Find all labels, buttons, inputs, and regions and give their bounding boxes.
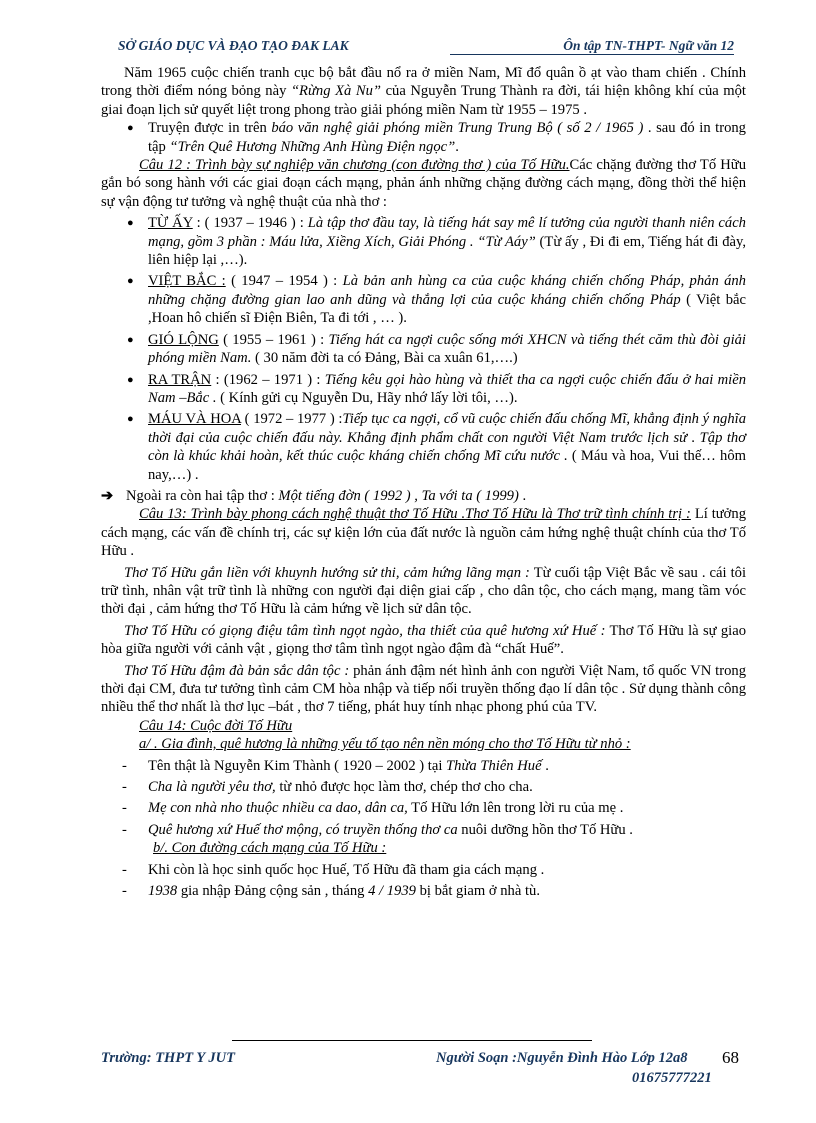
- intro-paragraph: Năm 1965 cuộc chiến tranh cục bộ bắt đầu nổ ra ở miền Nam, Mĩ đổ quân ồ ạt vào tham chiến . Chính trong thời điểm nóng bỏng này “Rừng Xà Nu” của Nguyễn Trung Thành ra đời, tái hiện không khí của một giai đoạn lịch sử quyết liệt trong phong trào giải phóng miền Nam từ 1955 – 1975 .: [101, 65, 746, 118]
- poem-collection-item: ● TỪ ẤY : ( 1937 – 1946 ) : Là tập thơ đầu tay, là tiếng hát say mê lí tưởng của người thanh niên cách mạng, gồm 3 phần : Máu lửa, Xiềng Xích, Giải Phóng . “Từ Aáy” (Từ ấy , Đi đi em, Tiếng hát đi đày, liên hiệp lại ,…).: [127, 215, 746, 269]
- header-underline: [450, 54, 734, 55]
- style-national-identity: Thơ Tố Hữu đậm đà bản sắc dân tộc : phản ánh đậm nét hình ảnh con người Việt Nam, tổ quốc VN trong thời đại CM, đưa tư tưởng tình cảm CM hòa nhập và tiếp nối truyền thống đạo lí dân tộc . Sử dụng thành công nhiều thể thơ nhất là thơ lục –bát , thơ 7 tiếng, phát huy tính nhạc phong phú của TV.: [101, 662, 746, 716]
- list-item: - Cha là người yêu thơ, từ nhỏ được học làm thơ, chép thơ cho cha.: [122, 779, 533, 796]
- section-a-title: a/ . Gia đình, quê hương là những yếu tố tạo nên nền móng cho thơ Tố Hữu từ nhỏ :: [139, 736, 631, 753]
- poem-collection-item: ● RA TRẬN : (1962 – 1971 ) : Tiếng kêu gọi hào hùng và thiết tha ca ngợi cuộc chiến đấu ở hai miền Nam –Bắc . ( Kính gửi cụ Nguyễn Du, Hãy nhớ lấy lời tôi, …).: [127, 371, 746, 406]
- footer-school: Trường: THPT Y JUT: [101, 1050, 235, 1066]
- list-item: - Khi còn là học sinh quốc học Huế, Tố Hữu đã tham gia cách mạng .: [122, 861, 545, 878]
- list-item: - 1938 gia nhập Đảng cộng sản , tháng 4 / 1939 bị bắt giam ở nhà tù.: [122, 883, 540, 900]
- dash-icon: -: [122, 800, 127, 817]
- list-item: - Tên thật là Nguyễn Kim Thành ( 1920 – 2002 ) tại Thừa Thiên Huế .: [122, 757, 549, 774]
- style-hue-voice: Thơ Tố Hữu có giọng điệu tâm tình ngọt ngào, tha thiết của quê hương xứ Huế : Thơ Tố Hữu là sự giao hòa giữa người với cảnh vật , giọng thơ tâm tình ngọt ngào đậm đà “chất Huế”.: [101, 622, 746, 658]
- question-12: Câu 12 : Trình bày sự nghiệp văn chương (con đường thơ ) của Tố Hữu.Các chặng đường thơ Tố Hữu gắn bó song hành với các giai đoạn cách mạng, phản ánh những chặng đường cách mạng, đồng thời thể hiện sự vận động tư tưởng và nghệ thuật của nhà thơ :: [101, 157, 746, 210]
- dash-icon: -: [122, 821, 127, 838]
- bullet-icon: ●: [127, 413, 134, 426]
- header-department: SỞ GIÁO DỤC VÀ ĐẠO TẠO ĐAK LAK: [118, 38, 349, 53]
- footer-author: Người Soạn :Nguyễn Đình Hào Lớp 12a8: [436, 1050, 688, 1066]
- arrow-icon: ➔: [101, 487, 114, 504]
- dash-icon: -: [122, 861, 127, 878]
- intro-bullet: ● Truyện được in trên báo văn nghệ giải phóng miền Trung Trung Bộ ( số 2 / 1965 ) . sau đó in trong tập “Trên Quê Hương Những Anh Hùng Điện ngọc”.: [127, 120, 746, 155]
- footer-divider: [232, 1040, 592, 1041]
- poem-collection-item: ● MÁU VÀ HOA ( 1972 – 1977 ) :Tiếp tục ca ngợi, cổ vũ cuộc chiến đấu chống Mĩ, khẳng định ý nghĩa thời đại của cuộc chiến đấu này. Khẳng định phẩm chất con người Việt Nam trước lịch sử . Tập thơ còn là khúc khải hoàn, kết thúc cuộc kháng chiến chống Mĩ cứu nước . ( Máu và hoa, Vui thế… hôm nay,…) .: [127, 411, 747, 483]
- page-number: 68: [722, 1048, 739, 1067]
- bullet-icon: ●: [127, 373, 134, 386]
- question-13: Câu 13: Trình bày phong cách nghệ thuật thơ Tố Hữu .Thơ Tố Hữu là Thơ trữ tình chính trị : Lí tưởng cách mạng, các vấn đề chính trị, các sự kiện lớn của đất nước là nguồn cảm hứng nghệ thuật chính của thơ Tố Hữu .: [101, 506, 746, 560]
- dash-icon: -: [122, 779, 127, 796]
- header-subject: Ôn tập TN-THPT- Ngữ văn 12: [563, 38, 734, 53]
- list-item: - Mẹ con nhà nho thuộc nhiều ca dao, dân ca, Tố Hữu lớn lên trong lời ru của mẹ .: [122, 800, 624, 817]
- style-epic: Thơ Tố Hữu gắn liền với khuynh hướng sử thi, cảm hứng lãng mạn : Từ cuối tập Việt Bắc về sau . cái tôi trữ tình, nhân vật trữ tình là những con người đại diện giai cấp , cho dân tộc, cho cách mạng, mang tầm vóc thời đại , cảm hứng thơ Tố Hữu là cảm hứng về lịch sử dân tộc.: [101, 564, 746, 618]
- list-item: - Quê hương xứ Huế thơ mộng, có truyền thống thơ ca nuôi dưỡng hồn thơ Tố Hữu .: [122, 821, 633, 838]
- dash-icon: -: [122, 757, 127, 774]
- question-12-title: Câu 12 : Trình bày sự nghiệp văn chương (con đường thơ ) của Tố Hữu.: [139, 157, 570, 174]
- bullet-icon: ●: [127, 333, 134, 346]
- other-collections: ➔ Ngoài ra còn hai tập thơ : Một tiếng đờn ( 1992 ) , Ta với ta ( 1999) .: [101, 487, 527, 504]
- bullet-icon: ●: [127, 275, 134, 288]
- section-b-title: b/. Con đường cách mạng của Tố Hữu :: [153, 840, 387, 857]
- page-content: [101, 64, 746, 900]
- question-14-title: Câu 14: Cuộc đời Tố Hữu: [139, 717, 293, 734]
- footer-phone: 01675777221: [632, 1070, 712, 1086]
- dash-icon: -: [122, 883, 127, 900]
- bullet-icon: ●: [127, 217, 134, 230]
- bullet-icon: ●: [127, 122, 134, 135]
- poem-collection-item: ● GIÓ LỘNG ( 1955 – 1961 ) : Tiếng hát ca ngợi cuộc sống mới XHCN và tiếng thét căm thù đòi giải phóng miền Nam. ( 30 năm đời ta có Đảng, Bài ca xuân 61,….): [127, 331, 746, 367]
- poem-collection-item: ● VIỆT BẮC : ( 1947 – 1954 ) : Là bản anh hùng ca của cuộc kháng chiến chống Pháp, phản ánh những chặng đường gian lao anh dũng và thắng lợi của cuộc kháng chiến chống Pháp ( Việt bắc ,Hoan hô chiến sĩ Điện Biên, Ta đi tới , … ).: [127, 273, 747, 327]
- question-13-title: Câu 13: Trình bày phong cách nghệ thuật thơ Tố Hữu .Thơ Tố Hữu là Thơ trữ tình chính trị :: [139, 506, 691, 523]
